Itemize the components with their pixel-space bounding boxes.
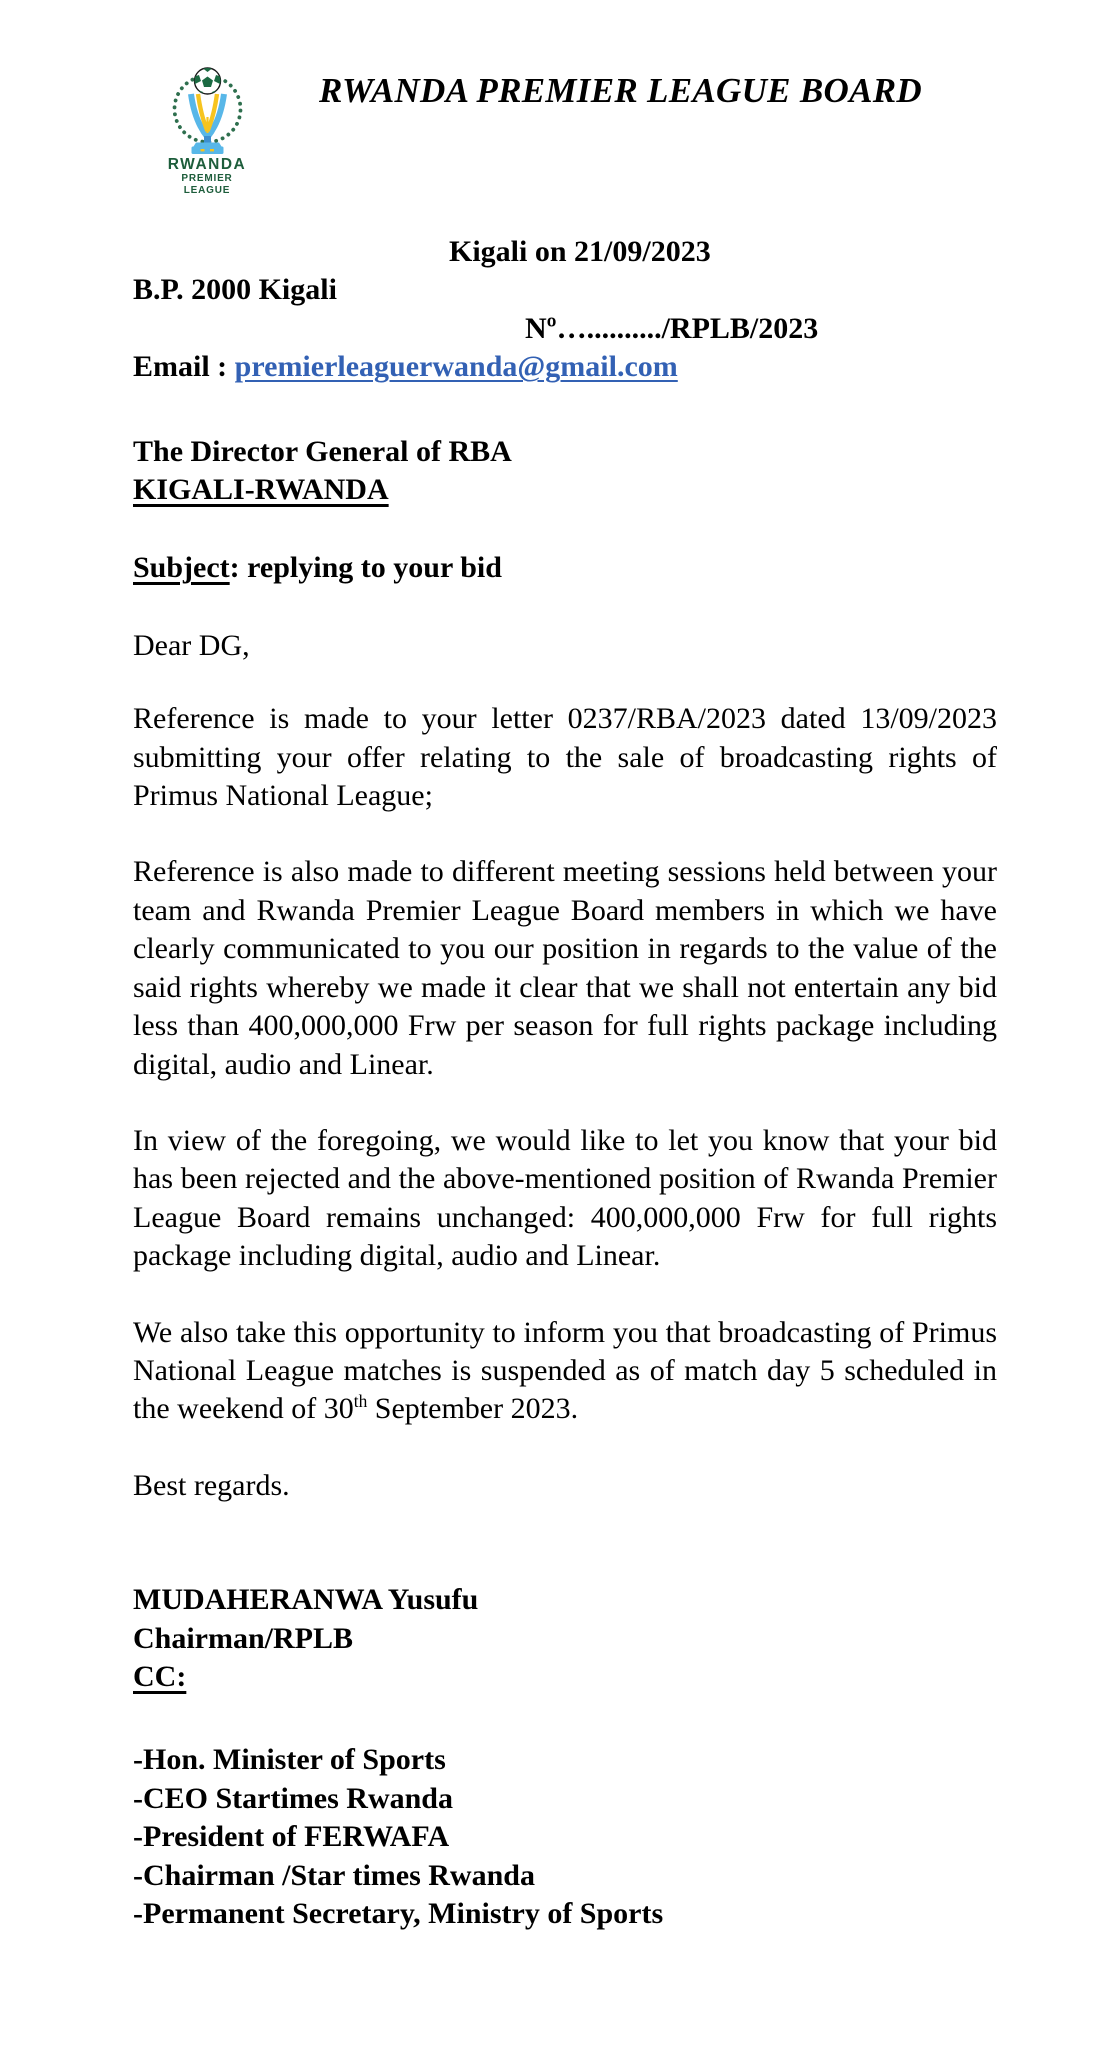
subject-label: Subject — [133, 551, 230, 585]
ordinal-suffix: th — [353, 1391, 368, 1412]
paragraph-bid-rejected: In view of the foregoing, we would like to let you know that your bid has been rejected and the above-mentioned position of Rwanda Premier League Board remains unchanged: 400,000,000 Frw for full rights package including digital, audio and Linear. — [133, 1123, 997, 1273]
recipient-title: The Director General of RBA — [133, 434, 512, 468]
paragraph-part: September 2023. — [367, 1392, 579, 1426]
paragraph-part: We also take this opportunity to inform you that broadcasting of Primus National League matches is suspended as of match day 5 scheduled in the weekend of 30 — [133, 1315, 997, 1426]
logo-wordmark-premier-league: PREMIER LEAGUE — [181, 173, 233, 196]
recipient-city: KIGALI-RWANDA — [133, 473, 389, 507]
letterhead — [133, 55, 997, 233]
rwanda-premier-league-logo — [157, 61, 257, 197]
po-box-line: B.P. 2000 Kigali — [133, 273, 337, 307]
paragraph-broadcast-suspended — [133, 1314, 997, 1429]
signature-block — [133, 1581, 997, 1696]
org-title: RWANDA PREMIER LEAGUE BOARD — [319, 71, 922, 110]
cc-item-ceo-startimes: -CEO Startimes Rwanda — [133, 1781, 453, 1815]
cc-item-chairman-startimes: -Chairman /Star times Rwanda — [133, 1858, 535, 1892]
subject-text: : replying to your bid — [229, 551, 502, 585]
reference-number-line: Nº…........../RPLB/2023 — [525, 311, 819, 345]
date-line: Kigali on 21/09/2023 — [449, 235, 711, 268]
closing: Best regards. — [133, 1468, 290, 1502]
email-label: Email : — [133, 350, 228, 384]
letter-meta — [133, 233, 997, 387]
cc-item-permanent-secretary: -Permanent Secretary, Ministry of Sports — [133, 1897, 664, 1930]
cc-item-president-ferwafa: -President of FERWAFA — [133, 1820, 450, 1854]
email-link[interactable]: premierleaguerwanda@gmail.com — [234, 350, 678, 384]
email-line — [133, 348, 997, 386]
cc-list — [133, 1741, 997, 1933]
salutation: Dear DG, — [133, 628, 250, 662]
paragraph-reference-letter: Reference is made to your letter 0237/RBA/2023 dated 13/09/2023 submitting your offer relating to the sale of broadcasting rights of Primus National League; — [133, 702, 997, 813]
paragraph-meetings-position: Reference is also made to different meeting sessions held between your team and Rwanda Premier League Board members in which we have clearly communicated to you our position in regards to the value of the said rights whereby we made it clear that we shall not entertain any bid less than 400,000,000 Frw per season for full rights package including digital, audio and Linear. — [133, 855, 997, 1081]
cc-label: CC: — [133, 1659, 187, 1693]
logo-wordmark-rwanda: RWANDA — [167, 156, 247, 173]
subject-line — [133, 549, 997, 587]
signatory-name: MUDAHERANWA Yusufu — [133, 1583, 479, 1617]
recipient-block — [133, 433, 997, 510]
cc-item-minister-of-sports: -Hon. Minister of Sports — [133, 1743, 446, 1777]
trophy-logo-icon — [160, 61, 255, 154]
signatory-title: Chairman/RPLB — [133, 1621, 354, 1655]
